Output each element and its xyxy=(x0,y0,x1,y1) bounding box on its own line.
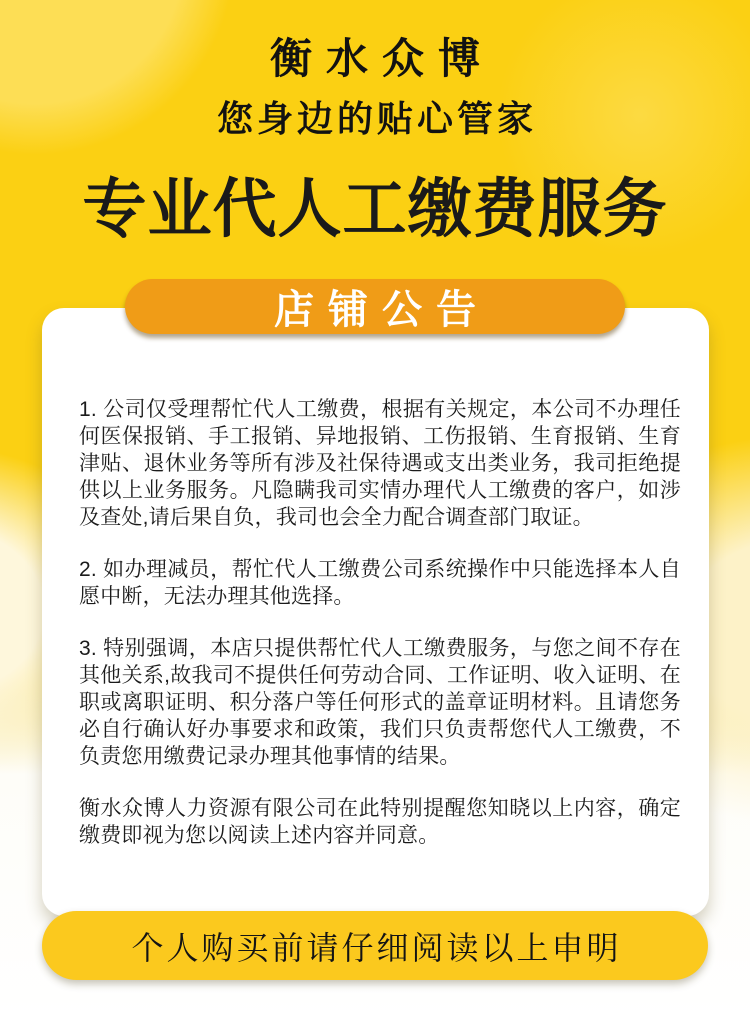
service-headline: 专业代人工缴费服务 xyxy=(82,173,668,245)
store-notice-badge-label: 店铺公告 xyxy=(274,288,490,332)
notice-card xyxy=(42,308,709,916)
store-notice-badge xyxy=(125,279,625,334)
notice-paragraph-1: 1. 公司仅受理帮忙代人工缴费，根据有关规定，本公司不办理任何医保报销、手工报销、异地报销、工伤报销、生育报销、生育津贴、退休业务等所有涉及社保待遇或支出类业务，我司拒绝提供以上业务服务。凡隐瞒我司实情办理代人工缴费的客户，如涉及查处,请后果自负，我司也会全力配合调查部门取证。 xyxy=(79,398,681,529)
read-statement-banner-label: 个人购买前请仔细阅读以上申明 xyxy=(131,929,622,966)
notice-paragraph-3: 3. 特别强调，本店只提供帮忙代人工缴费服务，与您之间不存在其他关系,故我司不提供任何劳动合同、工作证明、收入证明、在职或离职证明、积分落户等任何形式的盖章证明材料。且请您务必自行确认好办事要求和政策，我们只负责帮您代人工缴费，不负责您用缴费记录办理其他事情的结果。 xyxy=(79,637,681,768)
notice-paragraph-4: 衡水众博人力资源有限公司在此特别提醒您知晓以上内容，确定缴费即视为您以阅读上述内容并同意。 xyxy=(79,797,681,847)
read-statement-banner xyxy=(42,911,708,980)
brand-title: 衡水众博 xyxy=(269,34,494,83)
notice-paragraph-2: 2. 如办理减员，帮忙代人工缴费公司系统操作中只能选择本人自愿中断，无法办理其他选择。 xyxy=(79,558,681,608)
brand-tagline: 您身边的贴心管家 xyxy=(216,98,537,139)
